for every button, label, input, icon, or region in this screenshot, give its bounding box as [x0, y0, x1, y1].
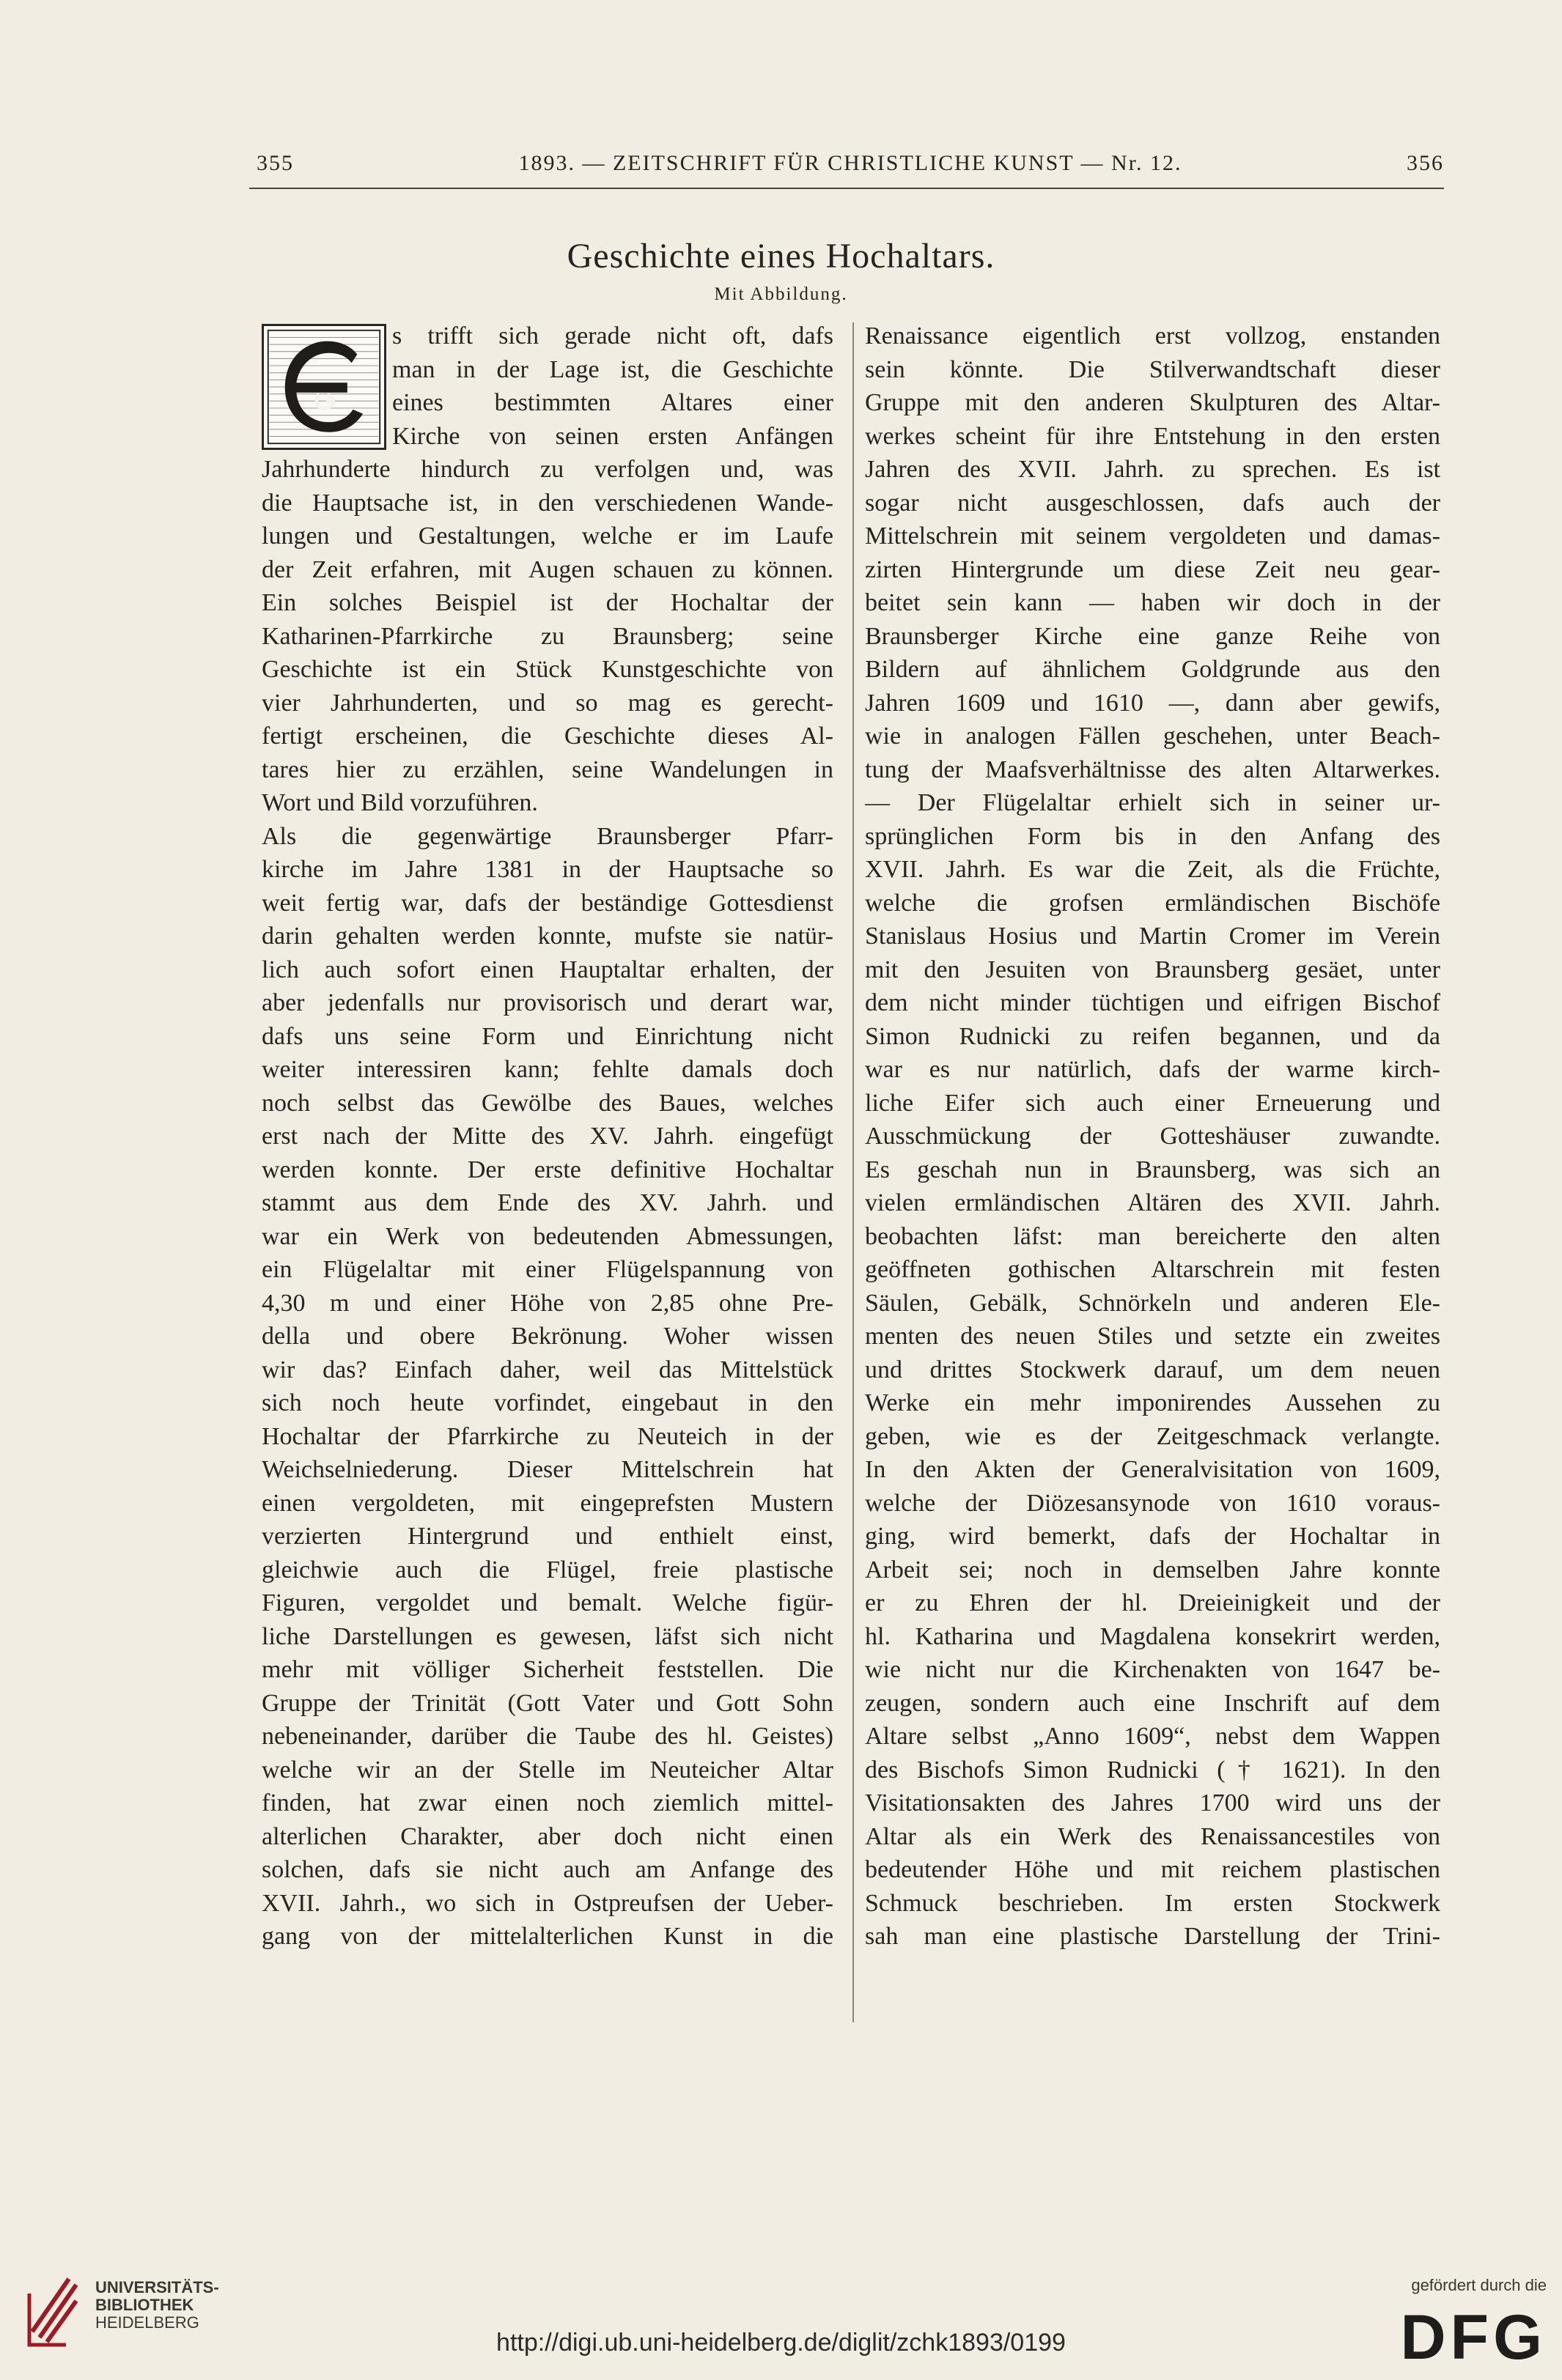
text-line: Arbeit sei; noch in demselben Jahre konnte — [865, 1556, 1440, 1583]
text-line: dafs uns seine Form und Einrichtung nicht — [262, 1022, 833, 1050]
text-line: wie in analogen Fällen geschehen, unter Beach- — [865, 722, 1440, 750]
text-line: hl. Katharina und Magdalena konsekrirt werden, — [865, 1622, 1440, 1650]
funding-note: gefördert durch die — [1411, 2276, 1547, 2294]
text-line: stammt aus dem Ende des XV. Jahrh. und — [262, 1189, 833, 1216]
text-line: lich auch sofort einen Hauptaltar erhalten, der — [262, 956, 833, 983]
text-line: — Der Flügelaltar erhielt sich in seiner ur- — [865, 789, 1440, 816]
text-line: wie nicht nur die Kirchenakten von 1647 be- — [865, 1656, 1440, 1683]
text-line: Säulen, Gebälk, Schnörkeln und anderen Ele- — [865, 1289, 1440, 1317]
text-line: Katharinen-Pfarrkirche zu Braunsberg; seine — [262, 622, 833, 650]
text-line: Renaissance eigentlich erst vollzog, enstanden — [865, 322, 1440, 350]
text-line: Jahren 1609 und 1610 —, dann aber gewifs, — [865, 689, 1440, 717]
text-line: Figuren, vergoldet und bemalt. Welche figür- — [262, 1589, 833, 1616]
text-line: verzierten Hintergrund und enthielt einst, — [262, 1523, 833, 1550]
text-line: zirten Hintergrunde um diese Zeit neu gear- — [865, 555, 1440, 583]
text-line: In den Akten der Generalvisitation von 1609, — [865, 1456, 1440, 1483]
text-line: Es geschah nun in Braunsberg, was sich an — [865, 1156, 1440, 1183]
text-line: kirche im Jahre 1381 in der Hauptsache so — [262, 856, 833, 883]
text-line: s trifft sich gerade nicht oft, dafs — [392, 322, 833, 350]
text-line: zeugen, sondern auch eine Inschrift auf dem — [865, 1689, 1440, 1717]
page-number-right: 356 — [1407, 151, 1444, 175]
text-line: vielen ermländischen Altären des XVII. Jahrh. — [865, 1189, 1440, 1216]
text-line: einen vergoldeten, mit eingeprefsten Mustern — [262, 1489, 833, 1517]
page-number-left: 355 — [257, 151, 294, 175]
text-line: war es nur natürlich, dafs der warme kirch- — [865, 1056, 1440, 1083]
source-url-link[interactable]: http://digi.ub.uni-heidelberg.de/diglit/zchk1893/0199 — [496, 2329, 1066, 2357]
text-line: Geschichte ist ein Stück Kunstgeschichte von — [262, 656, 833, 683]
text-line: Kirche von seinen ersten Anfängen — [392, 422, 833, 450]
text-line: werden konnte. Der erste definitive Hochaltar — [262, 1156, 833, 1183]
text-line: liche Darstellungen es gewesen, läfst sich nicht — [262, 1622, 833, 1650]
library-name-line-3: HEIDELBERG — [95, 2313, 199, 2332]
text-line: sein könnte. Die Stilverwandtschaft dieser — [865, 355, 1440, 383]
text-line: werkes scheint für ihre Entstehung in den ersten — [865, 422, 1440, 450]
text-line: Ausschmückung der Gotteshäuser zuwandte. — [865, 1123, 1440, 1150]
text-line: sah man eine plastische Darstellung der Trini- — [865, 1923, 1440, 1950]
text-line: war ein Werk von bedeutenden Abmessungen, — [262, 1222, 833, 1250]
article-title: Geschichte eines Hochaltars. — [567, 237, 995, 276]
text-line: lungen und Gestaltungen, welche er im Laufe — [262, 522, 833, 550]
header-rule — [249, 188, 1444, 189]
text-line: XVII. Jahrh., wo sich in Ostpreufsen der Ueber- — [262, 1889, 833, 1917]
text-line: Werke ein mehr imponirendes Aussehen zu — [865, 1389, 1440, 1416]
text-line: und drittes Stockwerk darauf, um dem neuen — [865, 1356, 1440, 1383]
text-line: ging, wird bemerkt, dafs der Hochaltar in — [865, 1523, 1440, 1550]
text-line: tung der Maafsverhältnisse des alten Altarwerkes. — [865, 755, 1440, 783]
text-line: geben, wie es der Zeitgeschmack verlangte. — [865, 1422, 1440, 1450]
text-line: ein Flügelaltar mit einer Flügelspannung von — [262, 1256, 833, 1283]
text-line: Visitationsakten des Jahres 1700 wird uns der — [865, 1789, 1440, 1817]
text-line: dem nicht minder tüchtigen und eifrigen Bischof — [865, 989, 1440, 1016]
text-line: noch selbst das Gewölbe des Baues, welches — [262, 1089, 833, 1117]
running-head — [257, 151, 1444, 188]
text-line: aber jedenfalls nur provisorisch und derart war, — [262, 989, 833, 1016]
text-line: bedeutender Höhe und mit reichem plastischen — [865, 1856, 1440, 1883]
text-line: fertigt erscheinen, die Geschichte dieses Al- — [262, 722, 833, 750]
text-line: finden, hat zwar einen noch ziemlich mittel- — [262, 1789, 833, 1817]
text-line: sprünglichen Form bis in den Anfang des — [865, 822, 1440, 850]
text-line: Gruppe der Trinität (Gott Vater und Gott Sohn — [262, 1689, 833, 1717]
text-line: beitet sein kann — haben wir doch in der — [865, 589, 1440, 616]
text-line: sogar nicht ausgeschlossen, dafs auch der — [865, 489, 1440, 517]
text-line: gang von der mittelalterlichen Kunst in die — [262, 1923, 833, 1950]
text-line: Jahren des XVII. Jahrh. zu sprechen. Es ist — [865, 456, 1440, 483]
text-line: Simon Rudnicki zu reifen begannen, und da — [865, 1022, 1440, 1050]
text-line: nebeneinander, darüber die Taube des hl. Geistes) — [262, 1723, 833, 1750]
journal-header: 1893. — ZEITSCHRIFT FÜR CHRISTLICHE KUNST — Nr. 12. — [518, 151, 1182, 175]
text-line: er zu Ehren der hl. Dreieinigkeit und der — [865, 1589, 1440, 1616]
text-line: eines bestimmten Altares einer — [392, 389, 833, 416]
text-line: della und obere Bekrönung. Woher wissen — [262, 1323, 833, 1350]
text-line: Ein solches Beispiel ist der Hochaltar der — [262, 589, 833, 616]
text-line: welche wir an der Stelle im Neuteicher Altar — [262, 1756, 833, 1784]
text-line: Stanislaus Hosius und Martin Cromer im Verein — [865, 923, 1440, 950]
text-line: Gruppe mit den anderen Skulpturen des Altar- — [865, 389, 1440, 416]
text-line: Schmuck beschrieben. Im ersten Stockwerk — [865, 1889, 1440, 1917]
text-line: liche Eifer sich auch einer Erneuerung und — [865, 1089, 1440, 1117]
text-line: sich noch heute vorfindet, eingebaut in den — [262, 1389, 833, 1416]
text-line: weiter interessiren kann; fehlte damals doch — [262, 1056, 833, 1083]
text-line: Jahrhunderte hindurch zu verfolgen und, was — [262, 456, 833, 483]
dfg-logo — [1382, 2302, 1547, 2373]
text-line: alterlichen Charakter, aber doch nicht einen — [262, 1822, 833, 1850]
text-line: des Bischofs Simon Rudnicki († 1621). In den — [865, 1756, 1440, 1784]
text-line: erst nach der Mitte des XV. Jahrh. eingefügt — [262, 1123, 833, 1150]
text-line: gleichwie auch die Flügel, freie plastische — [262, 1556, 833, 1583]
text-line: Altar als ein Werk des Renaissancestiles von — [865, 1822, 1440, 1850]
text-line: menten des neuen Stiles und setzte ein zweites — [865, 1323, 1440, 1350]
column-divider — [852, 322, 854, 2022]
right-column — [865, 319, 1440, 1954]
text-line: welche die grofsen ermländischen Bischöfe — [865, 889, 1440, 917]
text-line: 4,30 m und einer Höhe von 2,85 ohne Pre- — [262, 1289, 833, 1317]
text-line: beobachten läfst: man bereicherte den alten — [865, 1222, 1440, 1250]
dfg-wordmark: DFG — [1400, 2302, 1547, 2373]
text-line: der Zeit erfahren, mit Augen schauen zu können. — [262, 555, 833, 583]
text-line: Braunsberger Kirche eine ganze Reihe von — [865, 622, 1440, 650]
text-line: Bildern auf ähnlichem Goldgrunde aus den — [865, 656, 1440, 683]
text-line: Als die gegenwärtige Braunsberger Pfarr- — [262, 822, 833, 850]
text-line: Wort und Bild vorzuführen. — [262, 789, 538, 816]
text-line: Hochaltar der Pfarrkirche zu Neuteich in der — [262, 1422, 833, 1450]
text-line: darin gehalten werden konnte, mufste sie natür- — [262, 923, 833, 950]
text-line: Weichselniederung. Dieser Mittelschrein hat — [262, 1456, 833, 1483]
library-name-line-2: BIBLIOTHEK — [95, 2296, 194, 2314]
text-line: vier Jahrhunderten, und so mag es gerecht- — [262, 689, 833, 717]
left-column — [262, 319, 833, 1954]
text-line: mehr mit völliger Sicherheit feststellen. Die — [262, 1656, 833, 1683]
text-line: solchen, dafs sie nicht auch am Anfange des — [262, 1856, 833, 1883]
article-subtitle: Mit Abbildung. — [714, 284, 848, 304]
text-line: die Hauptsache ist, in den verschiedenen Wande- — [262, 489, 833, 517]
text-line: tares hier zu erzählen, seine Wandelungen in — [262, 755, 833, 783]
text-line: Mittelschrein mit seinem vergoldeten und damas- — [865, 522, 1440, 550]
text-line: welche der Diözesansynode von 1610 voraus- — [865, 1489, 1440, 1517]
text-line: mit den Jesuiten von Braunsberg gesäet, unter — [865, 956, 1440, 983]
text-line: geöffneten gothischen Altarschrein mit festen — [865, 1256, 1440, 1283]
library-name-line-1: UNIVERSITÄTS- — [95, 2278, 219, 2296]
text-line: XVII. Jahrh. Es war die Zeit, als die Früchte, — [865, 856, 1440, 883]
text-line: weit fertig war, dafs der beständige Gottesdienst — [262, 889, 833, 917]
text-line: wir das? Einfach daher, weil das Mittelstück — [262, 1356, 833, 1383]
text-line: Altare selbst „Anno 1609“, nebst dem Wappen — [865, 1723, 1440, 1750]
text-line: man in der Lage ist, die Geschichte — [392, 355, 833, 383]
